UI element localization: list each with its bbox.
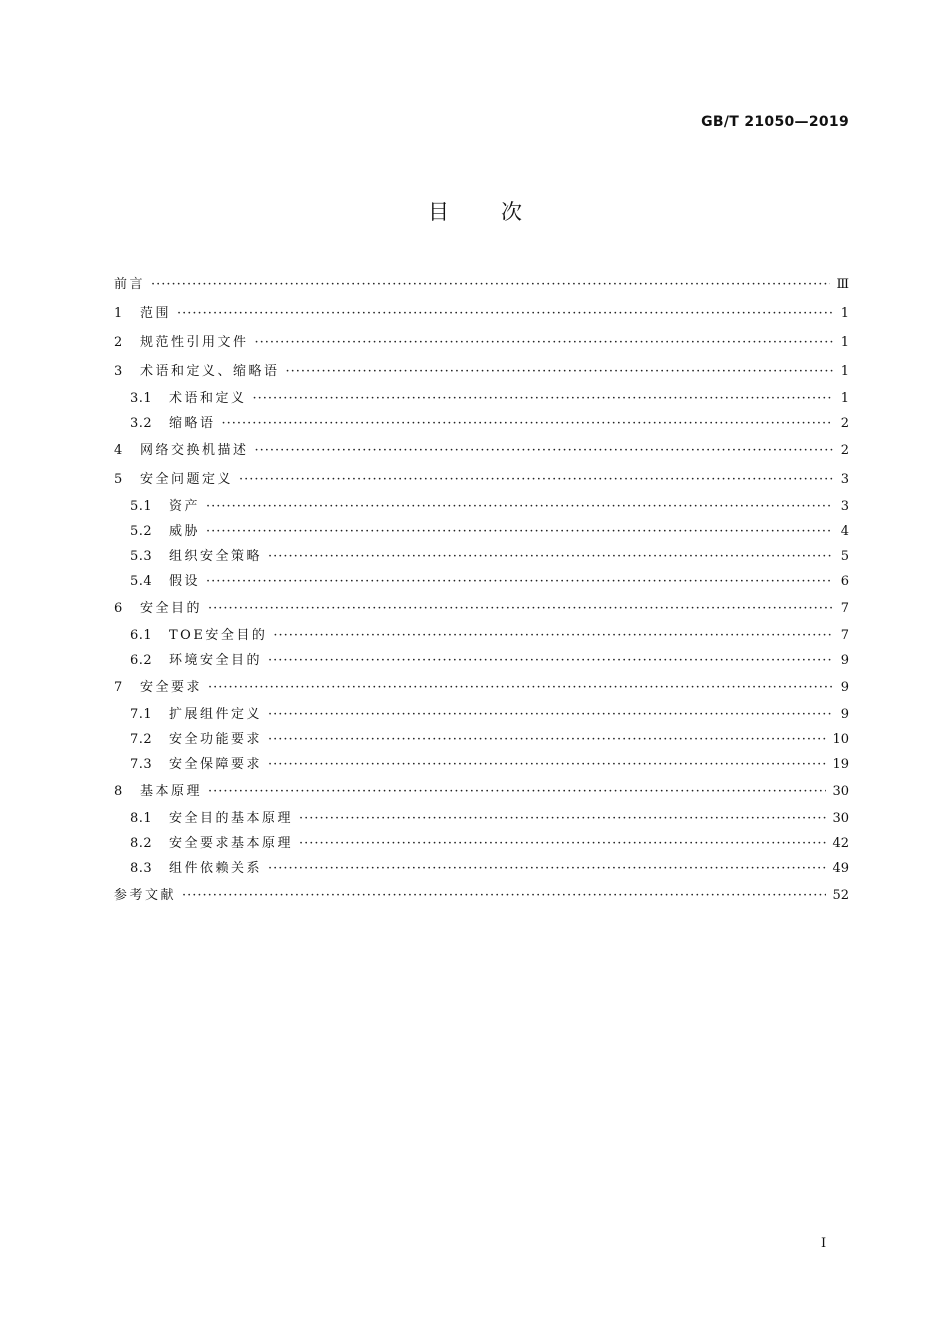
toc-entry-label: 安全问题定义 xyxy=(140,472,234,487)
toc-entry-number: 2 xyxy=(114,335,123,350)
toc-entry-number: 5.3 xyxy=(130,549,153,564)
dot-leader xyxy=(273,623,833,648)
toc-entry-number: 3 xyxy=(114,364,123,379)
toc-entry-number: 7.2 xyxy=(130,732,153,747)
toc-entry-label: 安全功能要求 xyxy=(169,732,263,747)
dot-leader xyxy=(206,519,833,544)
toc-entry-label: 网络交换机描述 xyxy=(140,443,249,458)
toc-entry-label: 缩略语 xyxy=(169,416,216,431)
toc-entry-number: 8.3 xyxy=(130,861,153,876)
toc-entry-page: 9 xyxy=(840,707,849,722)
toc-entry-label: 环境安全目的 xyxy=(169,653,263,668)
dot-leader xyxy=(177,299,833,328)
toc-entry-page: 6 xyxy=(840,574,849,589)
dot-leader xyxy=(206,494,833,519)
toc-entry-label: 规范性引用文件 xyxy=(140,335,249,350)
dot-leader xyxy=(151,270,830,299)
toc-entry-label: 基本原理 xyxy=(140,784,203,799)
toc-subentry[interactable] xyxy=(114,702,849,727)
toc-entry-label: 资产 xyxy=(169,499,201,514)
toc-entry[interactable] xyxy=(114,881,849,910)
toc-entry[interactable] xyxy=(114,594,849,623)
toc-entry-label: 安全要求 xyxy=(140,680,203,695)
toc-entry-label: 参考文献 xyxy=(114,888,177,903)
dot-leader xyxy=(255,436,833,465)
toc-entry-label: 扩展组件定义 xyxy=(169,707,263,722)
toc-entry-page: 10 xyxy=(832,732,849,747)
toc-entry-page: 30 xyxy=(832,784,849,799)
toc-entry-label: TOE安全目的 xyxy=(169,628,268,643)
standard-code: GB/T 21050—2019 xyxy=(701,114,849,130)
dot-leader xyxy=(299,806,826,831)
dot-leader xyxy=(253,386,833,411)
toc-entry-page: 52 xyxy=(832,888,849,903)
toc-subentry[interactable] xyxy=(114,386,849,411)
toc-subentry[interactable] xyxy=(114,494,849,519)
table-of-contents xyxy=(114,270,849,910)
toc-entry-label: 安全目的 xyxy=(140,601,203,616)
toc-subentry[interactable] xyxy=(114,856,849,881)
toc-subentry[interactable] xyxy=(114,648,849,673)
toc-entry-page: 7 xyxy=(840,628,849,643)
toc-entry-page: 2 xyxy=(840,416,849,431)
dot-leader xyxy=(222,411,833,436)
toc-subentry[interactable] xyxy=(114,544,849,569)
toc-entry-number: 5.2 xyxy=(130,524,153,539)
toc-entry-label: 威胁 xyxy=(169,524,201,539)
toc-entry-number: 1 xyxy=(114,306,123,321)
toc-subentry[interactable] xyxy=(114,519,849,544)
toc-entry-number: 4 xyxy=(114,443,123,458)
toc-entry-number: 3.1 xyxy=(130,391,153,406)
toc-title: 目次 xyxy=(428,200,574,224)
dot-leader xyxy=(239,465,833,494)
toc-entry[interactable] xyxy=(114,328,849,357)
toc-entry-page: 7 xyxy=(840,601,849,616)
toc-entry-page: 3 xyxy=(840,499,849,514)
dot-leader xyxy=(208,673,833,702)
dot-leader xyxy=(268,752,826,777)
toc-entry-page: 42 xyxy=(832,836,849,851)
toc-entry[interactable] xyxy=(114,777,849,806)
toc-entry-page: 30 xyxy=(832,811,849,826)
toc-subentry[interactable] xyxy=(114,831,849,856)
toc-entry-label: 安全保障要求 xyxy=(169,757,263,772)
toc-entry-page: 1 xyxy=(840,391,849,406)
dot-leader xyxy=(268,648,833,673)
toc-entry-number: 6.1 xyxy=(130,628,153,643)
toc-entry-page: 3 xyxy=(840,472,849,487)
dot-leader xyxy=(255,328,833,357)
toc-entry-number: 7.1 xyxy=(130,707,153,722)
toc-entry[interactable] xyxy=(114,465,849,494)
toc-entry-number: 8.2 xyxy=(130,836,153,851)
toc-entry-number: 8.1 xyxy=(130,811,153,826)
toc-entry-page: 9 xyxy=(840,680,849,695)
toc-entry-label: 组织安全策略 xyxy=(169,549,263,564)
toc-entry[interactable] xyxy=(114,270,849,299)
dot-leader xyxy=(268,856,826,881)
toc-subentry[interactable] xyxy=(114,752,849,777)
toc-entry-page: 9 xyxy=(840,653,849,668)
dot-leader xyxy=(299,831,826,856)
toc-entry[interactable] xyxy=(114,673,849,702)
toc-entry-number: 6 xyxy=(114,601,123,616)
dot-leader xyxy=(182,881,826,910)
toc-entry-page: 1 xyxy=(840,364,849,379)
toc-entry-label: 范围 xyxy=(140,306,172,321)
toc-entry[interactable] xyxy=(114,436,849,465)
toc-entry-number: 5.1 xyxy=(130,499,153,514)
toc-entry-page: 2 xyxy=(840,443,849,458)
toc-entry-page: 5 xyxy=(840,549,849,564)
toc-entry-label: 组件依赖关系 xyxy=(169,861,263,876)
toc-subentry[interactable] xyxy=(114,569,849,594)
dot-leader xyxy=(268,702,833,727)
page-number: I xyxy=(821,1236,827,1251)
dot-leader xyxy=(268,544,833,569)
toc-entry-number: 3.2 xyxy=(130,416,153,431)
toc-entry-label: 假设 xyxy=(169,574,201,589)
dot-leader xyxy=(268,727,826,752)
toc-entry-page: 4 xyxy=(840,524,849,539)
toc-entry-number: 5 xyxy=(114,472,123,487)
toc-entry-page: 1 xyxy=(840,335,849,350)
toc-entry-number: 5.4 xyxy=(130,574,153,589)
toc-entry[interactable] xyxy=(114,299,849,328)
toc-entry-page: 1 xyxy=(840,306,849,321)
toc-entry-number: 6.2 xyxy=(130,653,153,668)
toc-entry-label: 术语和定义、缩略语 xyxy=(140,364,280,379)
toc-entry-number: 8 xyxy=(114,784,123,799)
toc-entry-number: 7 xyxy=(114,680,123,695)
toc-entry-number: 7.3 xyxy=(130,757,153,772)
toc-entry[interactable] xyxy=(114,357,849,386)
toc-subentry[interactable] xyxy=(114,623,849,648)
toc-entry-page: 49 xyxy=(832,861,849,876)
dot-leader xyxy=(206,569,833,594)
toc-entry-label: 术语和定义 xyxy=(169,391,247,406)
toc-subentry[interactable] xyxy=(114,411,849,436)
dot-leader xyxy=(208,777,826,806)
dot-leader xyxy=(208,594,833,623)
toc-entry-page: 19 xyxy=(832,757,849,772)
toc-subentry[interactable] xyxy=(114,806,849,831)
toc-entry-page: Ⅲ xyxy=(836,277,849,292)
toc-entry-label: 前言 xyxy=(114,277,146,292)
toc-subentry[interactable] xyxy=(114,727,849,752)
dot-leader xyxy=(286,357,833,386)
toc-entry-label: 安全要求基本原理 xyxy=(169,836,294,851)
toc-entry-label: 安全目的基本原理 xyxy=(169,811,294,826)
